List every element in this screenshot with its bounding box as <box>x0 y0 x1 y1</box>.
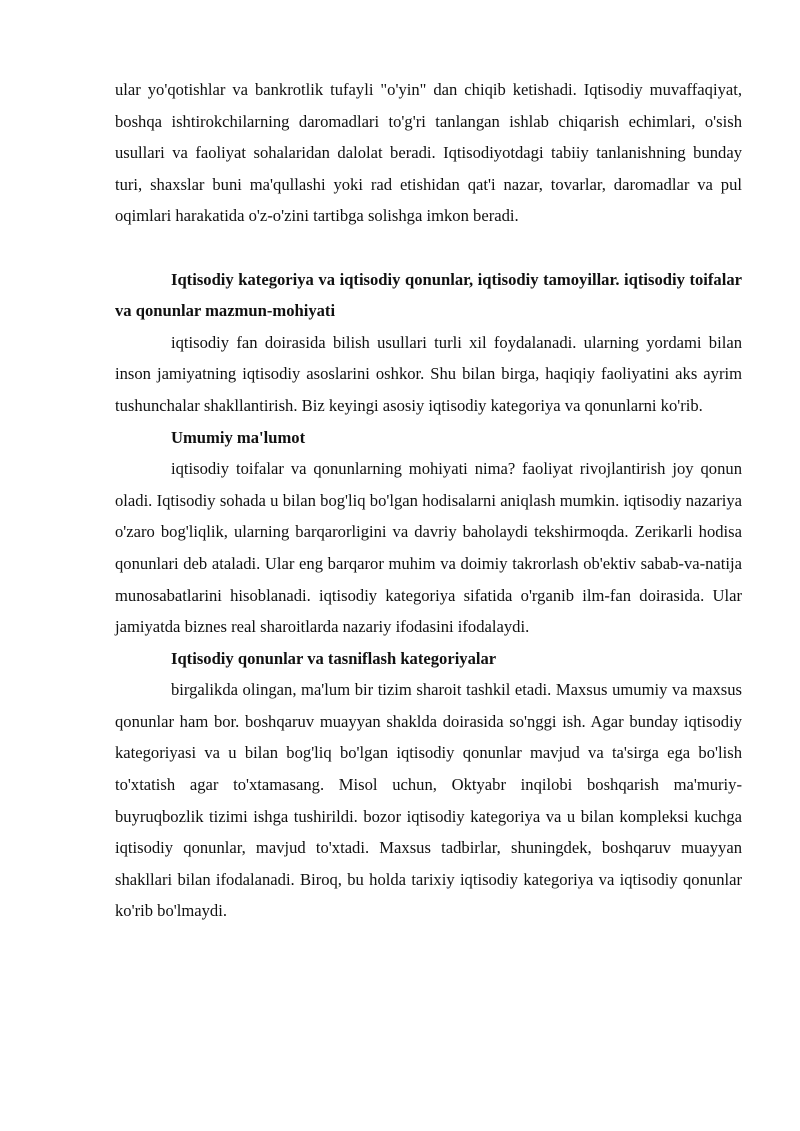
document-page <box>115 74 742 927</box>
section-heading-categories: Iqtisodiy kategoriya va iqtisodiy qonunlar, iqtisodiy tamoyillar. iqtisodiy toifalar va qonunlar mazmun-mohiyati <box>115 269 742 321</box>
section-heading-general-info: Umumiy ma'lumot <box>171 427 306 447</box>
paragraph-methods: iqtisodiy fan doirasida bilish usullari turli xil foydalanadi. ularning yordami bilan inson jamiyatning iqtisodiy asoslarini oshkor. Shu bilan birga, haqiqiy faoliyatini aks ayrim tushunchalar shakllantirish. Biz keyingi asosiy iqtisodiy kategoriya va qonunlarni ko'rib. <box>115 332 742 415</box>
paragraph-intro: ular yo'qotishlar va bankrotlik tufayli "o'yin" dan chiqib ketishadi. Iqtisodiy muvaffaqiyat, boshqa ishtirokchilarning daromadlari to'g'ri tanlangan ishlab chiqarish echimlari, o'sish usullari va faoliyat sohalaridan dalolat beradi. Iqtisodiyotdagi tabiiy tanlanishning bunday turi, shaxslar buni ma'qullashi yoki rad etishidan qat'i nazar, tovarlar, daromadlar va pul oqimlari harakatida o'z-o'zini tartibga solishga imkon beradi. <box>115 80 742 226</box>
paragraph-gap <box>115 232 742 264</box>
section-heading-classification: Iqtisodiy qonunlar va tasniflash kategoriyalar <box>171 648 497 668</box>
paragraph-essence: iqtisodiy toifalar va qonunlarning mohiyati nima? faoliyat rivojlantirish joy qonun oladi. Iqtisodiy sohada u bilan bog'liq bo'lgan hodisalarni aniqlash mumkin. iqtisodiy nazariya o'zaro bog'liqlik, ularning barqarorligini va davriy baholaydi tekshirmoqda. Zerikarli hodisa qonunlari deb ataladi. Ular eng barqaror muhim va doimiy takrorlash ob'ektiv sabab-va-natija munosabatlarini hisoblanadi. iqtisodiy kategoriya sifatida o'rganib ilm-fan doirasida. Ular jamiyatda biznes real sharoitlarda nazariy ifodasini ifodalaydi. <box>115 459 742 637</box>
paragraph-system: birgalikda olingan, ma'lum bir tizim sharoit tashkil etadi. Maxsus umumiy va maxsus qonunlar ham bor. boshqaruv muayyan shaklda doirasida so'nggi ish. Agar bunday iqtisodiy kategoriyasi va u bilan bog'liq bo'lgan iqtisodiy qonunlar mavjud va ta'sirga ega bo'lish to'xtatish agar to'xtamasang. Misol uchun, Oktyabr inqilobi boshqarish ma'muriy-buyruqbozlik tizimi ishga tushirildi. bozor iqtisodiy kategoriya va u bilan kompleksi kuchga iqtisodiy qonunlar, mavjud to'xtadi. Maxsus tadbirlar, shuningdek, boshqaruv muayyan shakllari bilan ifodalanadi. Biroq, bu holda tarixiy iqtisodiy kategoriya va iqtisodiy qonunlar ko'rib bo'lmaydi. <box>115 680 742 921</box>
